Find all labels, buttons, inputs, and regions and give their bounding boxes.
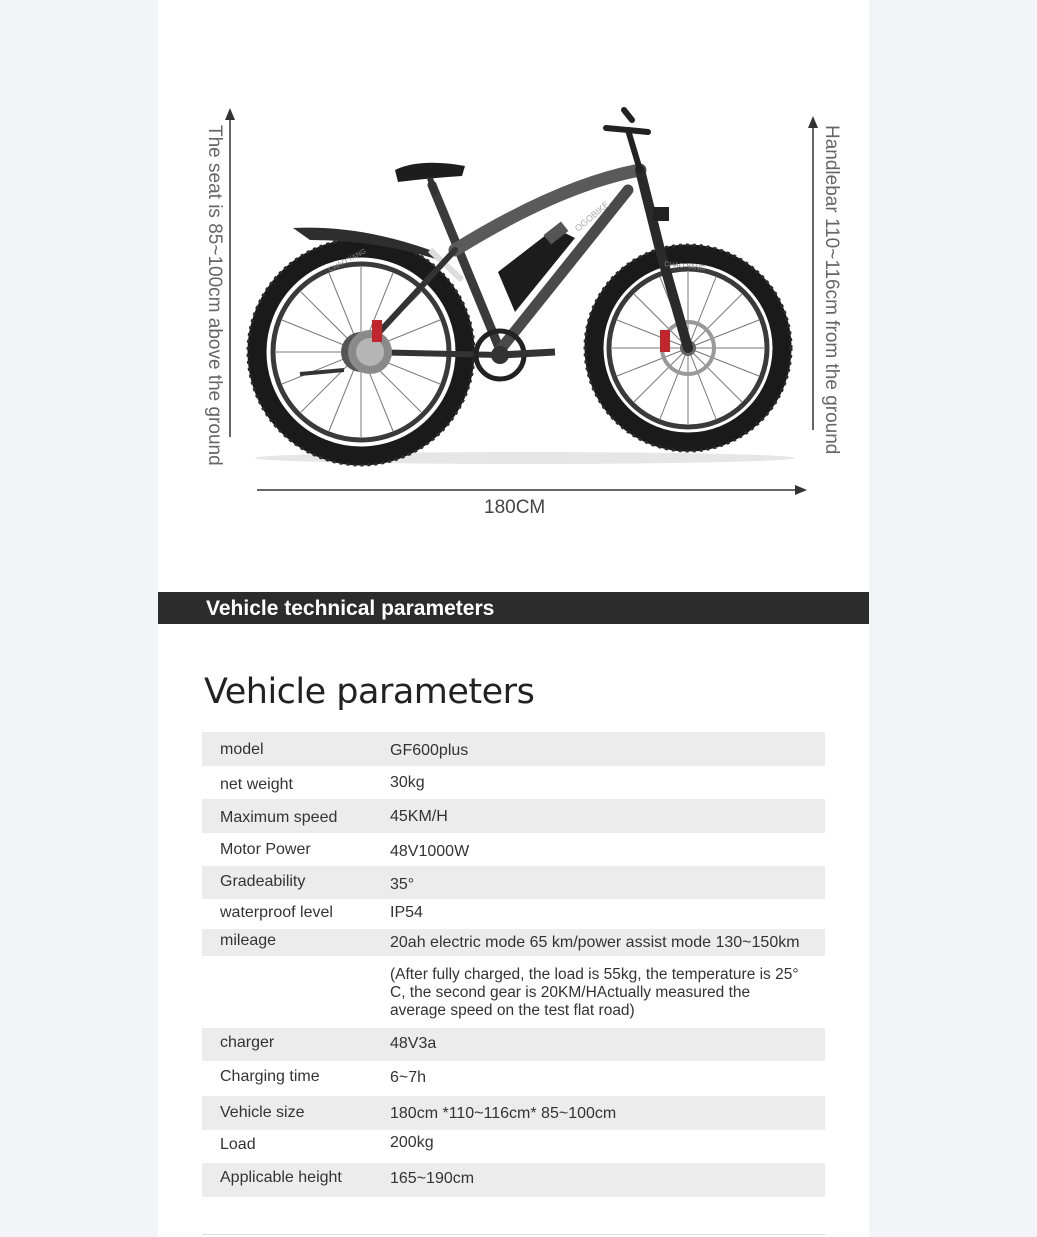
spec-value: 45KM/H — [390, 808, 448, 825]
mileage-note: (After fully charged, the load is 55kg, the temperature is 25° C, the second gear is 20KM/HActually measured the average speed on the test flat road) — [390, 966, 799, 1019]
tire-text-front: CHAO YANG — [663, 261, 706, 273]
spec-value: IP54 — [390, 904, 423, 921]
spec-value: GF600plus — [390, 742, 469, 759]
table-row — [202, 1061, 825, 1096]
spec-value: 48V3a — [390, 1035, 437, 1052]
spec-key: Load — [220, 1136, 256, 1153]
table-row — [202, 1163, 825, 1197]
table-row — [202, 866, 825, 899]
front-brake-caliper — [660, 330, 670, 352]
table-row — [202, 1096, 825, 1130]
divider — [202, 1234, 825, 1235]
spec-value: 6~7h — [390, 1069, 427, 1086]
table-row — [202, 1130, 825, 1163]
headlight — [653, 207, 669, 221]
handlebar-height-label: Handlebar 110~116cm from the ground — [821, 125, 842, 455]
spec-key: waterproof level — [220, 904, 333, 921]
spec-key: mileage — [220, 932, 277, 949]
table-row — [202, 1028, 825, 1061]
table-row — [202, 929, 825, 956]
rear-brake-caliper — [372, 320, 382, 342]
spec-key: Vehicle size — [220, 1104, 305, 1121]
spec-key: Motor Power — [220, 841, 311, 858]
spec-value: 48V1000W — [390, 843, 470, 860]
spec-value: 30kg — [390, 774, 425, 791]
spec-value: 165~190cm — [390, 1170, 475, 1187]
table-row — [202, 732, 825, 766]
table-row — [202, 799, 825, 833]
page-title: Vehicle parameters — [204, 672, 535, 712]
length-arrow — [257, 485, 807, 495]
table-row — [202, 833, 825, 866]
spec-key: Charging time — [220, 1068, 320, 1085]
spec-key: Maximum speed — [220, 809, 338, 826]
seat-height-arrow — [225, 108, 235, 437]
spec-value: 180cm *110~116cm* 85~100cm — [390, 1105, 617, 1122]
seat-height-label: The seat is 85~100cm above the ground — [204, 125, 225, 466]
length-label: 180CM — [484, 497, 546, 518]
spec-value: 35° — [390, 876, 415, 893]
tire-text: CHAO YANG — [327, 248, 368, 274]
frame-brand-text: OGOBIKE — [572, 199, 612, 234]
spec-key: charger — [220, 1034, 275, 1051]
spec-value: 200kg — [390, 1134, 434, 1151]
spec-key: Applicable height — [220, 1169, 342, 1186]
spec-key: net weight — [220, 776, 293, 793]
spec-value: 20ah electric mode 65 km/power assist mode 130~150km — [390, 934, 800, 951]
table-row — [202, 766, 825, 799]
spec-key: Gradeability — [220, 873, 306, 890]
handlebar-height-arrow — [808, 116, 818, 430]
table-row — [202, 899, 825, 929]
handlebar — [606, 110, 648, 170]
bike-illustration — [0, 0, 1037, 560]
section-banner: Vehicle technical parameters — [158, 592, 869, 624]
spec-key: model — [220, 741, 264, 758]
